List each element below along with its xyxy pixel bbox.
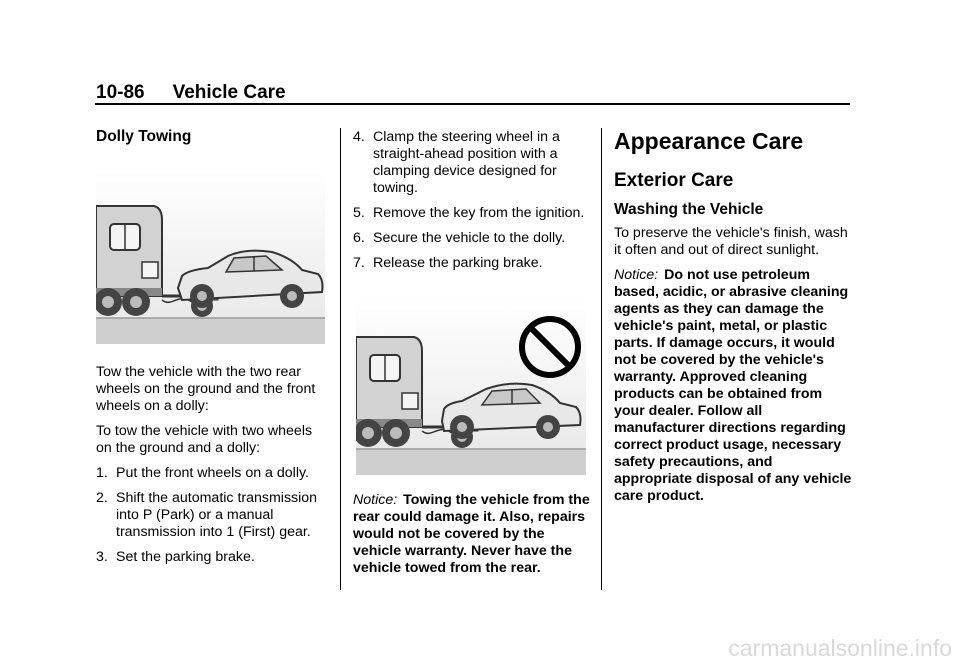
list-item bbox=[96, 490, 328, 541]
step-number: 4. bbox=[353, 129, 365, 145]
header-rule bbox=[95, 103, 850, 105]
step-number: 5. bbox=[353, 205, 365, 221]
dolly-towing-heading: Dolly Towing bbox=[96, 128, 192, 145]
notice-label: Notice: bbox=[353, 492, 398, 508]
step-number: 1. bbox=[96, 465, 108, 481]
watermark: carmanualsonline.info bbox=[728, 635, 952, 661]
rear-towing-prohibited-illustration bbox=[356, 299, 586, 475]
step-text: Set the parking brake. bbox=[116, 549, 255, 565]
section-title: Vehicle Care bbox=[172, 82, 286, 103]
list-item bbox=[353, 205, 589, 222]
notice-paragraph bbox=[614, 267, 854, 505]
step-number: 7. bbox=[353, 255, 365, 271]
dolly-lead-paragraph: To tow the vehicle with two wheels on the ground and a dolly: bbox=[96, 423, 313, 456]
list-item bbox=[96, 549, 328, 566]
step-number: 3. bbox=[96, 549, 108, 565]
page-number: 10-86 bbox=[96, 82, 145, 103]
column-1 bbox=[96, 128, 328, 145]
notice-label: Notice: bbox=[614, 267, 659, 283]
dolly-towing-illustration bbox=[96, 168, 325, 344]
exterior-care-heading: Exterior Care bbox=[614, 170, 734, 191]
appearance-care-heading: Appearance Care bbox=[614, 128, 804, 154]
page-header bbox=[96, 82, 286, 104]
step-text: Secure the vehicle to the dolly. bbox=[373, 230, 566, 246]
list-item bbox=[353, 129, 589, 197]
column-2 bbox=[353, 129, 589, 280]
step-number: 6. bbox=[353, 230, 365, 246]
dolly-intro-paragraph: Tow the vehicle with the two rear wheels on the ground and the front wheels on a dolly: bbox=[96, 364, 316, 414]
column-1-body bbox=[96, 364, 328, 574]
step-text: Clamp the steering wheel in a straight-ahead position with a clamping device designed for towing. bbox=[373, 129, 560, 196]
washing-paragraph: To preserve the vehicle's finish, wash it often and out of direct sunlight. bbox=[614, 225, 848, 258]
column-divider-2 bbox=[601, 128, 602, 590]
list-item bbox=[353, 255, 589, 272]
notice-paragraph bbox=[353, 492, 591, 577]
step-text: Shift the automatic transmission into P (Park) or a manual transmission into 1 (First) gear. bbox=[116, 490, 318, 540]
step-number: 2. bbox=[96, 490, 108, 506]
notice-text: Towing the vehicle from the rear could damage it. Also, repairs would not be covered by the vehicle warranty. Never have the vehicle towed from the rear. bbox=[353, 492, 590, 576]
step-text: Remove the key from the ignition. bbox=[373, 205, 585, 221]
list-item bbox=[96, 465, 328, 482]
notice-text: Do not use petroleum based, acidic, or abrasive cleaning agents as they can damage the vehicle's paint, metal, or plastic parts. If damage occurs, it would not be covered by the vehicle's warranty. Approved cleaning products can be obtained from your dealer. Follow all manufacturer directions regarding correct product usage, necessary safety precautions, and appropriate disposal of any vehicle care product. bbox=[614, 267, 852, 504]
step-text: Release the parking brake. bbox=[373, 255, 543, 271]
list-item bbox=[353, 230, 589, 247]
step-text: Put the front wheels on a dolly. bbox=[116, 465, 309, 481]
column-2-notice bbox=[353, 492, 591, 585]
washing-vehicle-heading: Washing the Vehicle bbox=[614, 201, 764, 218]
column-3 bbox=[614, 128, 854, 513]
column-divider-1 bbox=[340, 128, 341, 590]
